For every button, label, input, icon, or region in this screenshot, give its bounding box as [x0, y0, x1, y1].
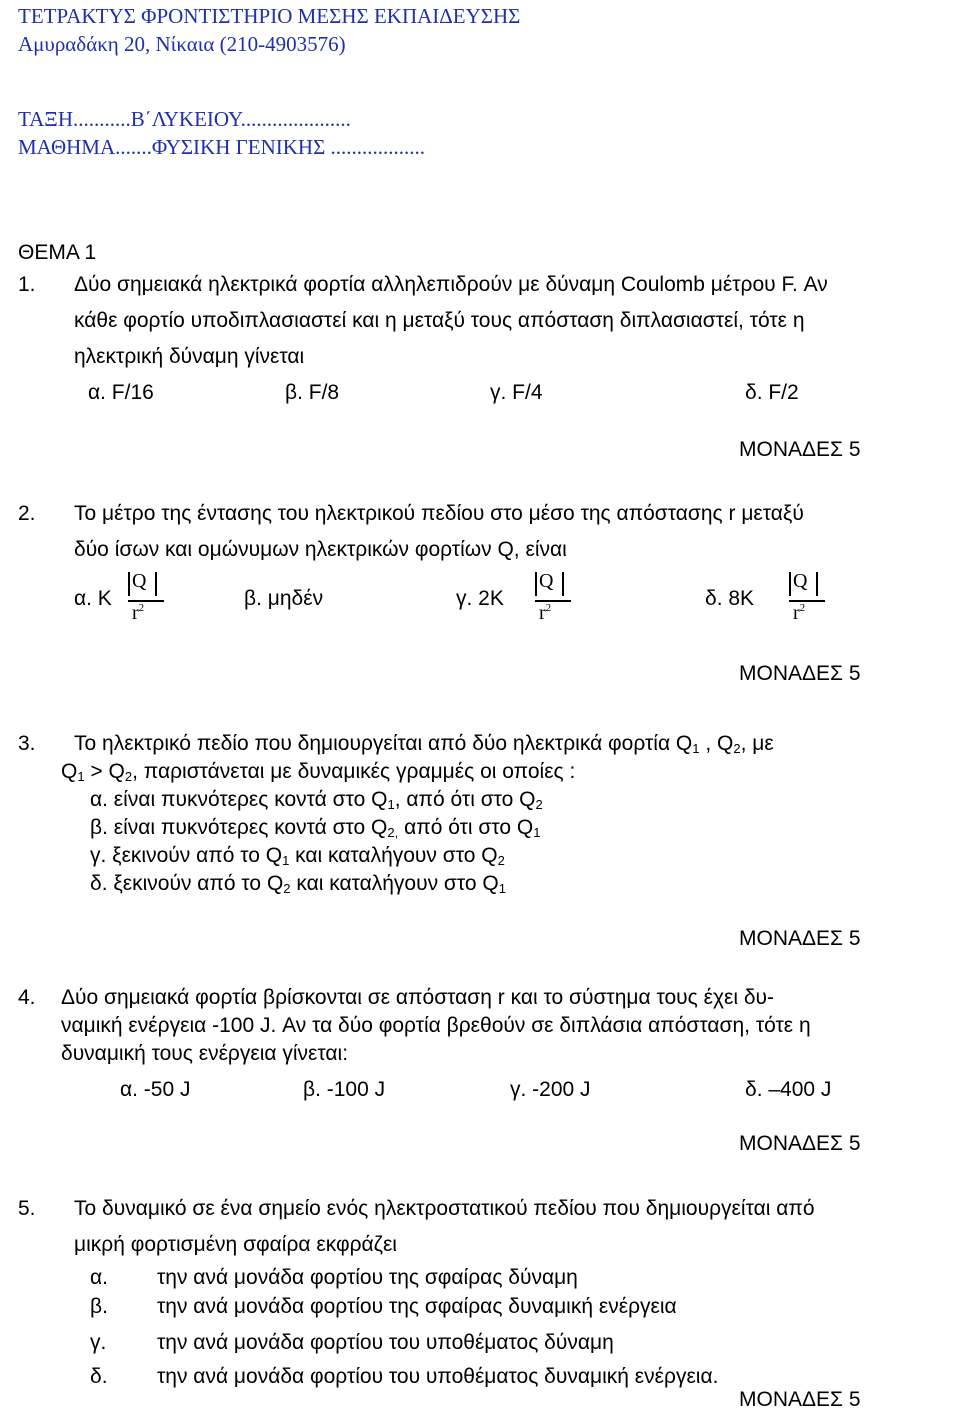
school-name: ΤΕΤΡΑΚΤΥΣ ΦΡΟΝΤΙΣΤΗΡΙΟ ΜΕΣΗΣ ΕΚΠΑΙΔΕΥΣΗΣ: [18, 4, 521, 28]
q2-fraction-c: [535, 570, 585, 640]
fraction-numerator: Q: [793, 570, 808, 592]
q5-option-c: την ανά μονάδα φορτίου του υποθέματος δύναμη: [157, 1331, 614, 1354]
q2-line2: δύο ίσων και ομώνυμων ηλεκτρικών φορτίων Q, είναι: [74, 538, 567, 561]
theme-title: ΘΕΜΑ 1: [18, 241, 97, 264]
q5-option-a-label: α.: [90, 1266, 108, 1289]
q1-line1: Δύο σημειακά ηλεκτρικά φορτία αλληλεπιδρούν με δύναμη Coulomb μέτρου F. Αν: [74, 273, 828, 296]
q3-line1: Το ηλεκτρικό πεδίο που δημιουργείται από δύο ηλεκτρικά φορτία $Q_1$ , $Q_2$, με: [74, 732, 774, 756]
q5-line1: Το δυναμικό σε ένα σημείο ενός ηλεκτροστατικού πεδίου που δημιουργείται από: [74, 1197, 815, 1220]
q5-units: ΜΟΝΑΔΕΣ 5: [739, 1388, 861, 1411]
q2-fraction-d: [789, 570, 839, 640]
q5-option-b-label: β.: [90, 1295, 108, 1318]
q5-option-c-label: γ.: [90, 1331, 107, 1354]
fraction-exponent: 2: [138, 602, 145, 614]
fraction-denominator: r: [793, 602, 800, 624]
fraction-denominator: r: [132, 602, 139, 624]
q1-option-d: δ. F/2: [745, 381, 799, 404]
class-line: ΤΑΞΗ...........Β΄ΛΥΚΕΙΟΥ.....................: [18, 107, 351, 131]
q5-line2: μικρή φορτισμένη σφαίρα εκφράζει: [74, 1233, 397, 1256]
q5-option-d-label: δ.: [90, 1365, 108, 1388]
q1-number: 1.: [18, 273, 36, 296]
q3-option-a: α. είναι πυκνότερες κοντά στο $Q_1$, από ότι στο $Q_2$: [90, 788, 543, 812]
q1-line2: κάθε φορτίο υποδιπλασιαστεί και η μεταξύ τους απόσταση διπλασιαστεί, τότε η: [74, 309, 805, 332]
q1-line3: ηλεκτρική δύναμη γίνεται: [74, 345, 305, 368]
q1-option-b: β. F/8: [285, 381, 340, 404]
q3-option-c: γ. ξεκινούν από το $Q_1$ και καταλήγουν στο $Q_2$: [90, 844, 505, 868]
q2-units: ΜΟΝΑΔΕΣ 5: [739, 662, 861, 685]
q3-option-d: δ. ξεκινούν από το $Q_2$ και καταλήγουν στο $Q_1$: [90, 872, 506, 896]
q3-option-b: β. είναι πυκνότερες κοντά στο $Q_{2,}$ από ότι στο $Q_1$: [90, 816, 541, 840]
q2-line1: Το μέτρο της έντασης του ηλεκτρικού πεδίου στο μέσο της απόστασης r μεταξύ: [74, 502, 804, 525]
q4-option-b: β. -100 J: [303, 1078, 386, 1101]
q2-option-c: γ. 2K: [456, 587, 504, 610]
fraction-numerator: Q: [132, 570, 147, 592]
q3-number: 3.: [18, 732, 36, 755]
q4-line2: ναμική ενέργεια -100 J. Αν τα δύο φορτία βρεθούν σε διπλάσια απόσταση, τότε η: [61, 1014, 811, 1037]
q1-option-c: γ. F/4: [490, 381, 543, 404]
q2-fraction-a: [128, 570, 178, 640]
fraction-exponent: 2: [545, 602, 552, 614]
q5-option-a: την ανά μονάδα φορτίου της σφαίρας δύναμη: [157, 1266, 578, 1289]
fraction-numerator: Q: [539, 570, 554, 592]
q1-units: ΜΟΝΑΔΕΣ 5: [739, 438, 861, 461]
q4-units: ΜΟΝΑΔΕΣ 5: [739, 1132, 861, 1155]
q3-units: ΜΟΝΑΔΕΣ 5: [739, 927, 861, 950]
q5-number: 5.: [18, 1197, 36, 1220]
q4-option-d: δ. –400 J: [745, 1078, 832, 1101]
q2-option-d: δ. 8K: [705, 587, 755, 610]
subject-line: ΜΑΘΗΜΑ.......ΦΥΣΙΚΗ ΓΕΝΙΚΗΣ ..................: [18, 135, 426, 159]
q5-option-d: την ανά μονάδα φορτίου του υποθέματος δυναμική ενέργεια.: [157, 1365, 719, 1388]
q5-option-b: την ανά μονάδα φορτίου της σφαίρας δυναμική ενέργεια: [157, 1295, 677, 1318]
q4-number: 4.: [18, 986, 36, 1009]
q4-line1: Δύο σημειακά φορτία βρίσκονται σε απόσταση r και το σύστημα τους έχει δυ-: [61, 986, 774, 1009]
q4-line3: δυναμική τους ενέργεια γίνεται:: [61, 1042, 349, 1065]
q2-option-a: α. K: [74, 587, 112, 610]
fraction-exponent: 2: [799, 602, 806, 614]
q2-option-b: β. μηδέν: [244, 587, 324, 610]
q3-line2: $Q_1 > Q_2$, παριστάνεται με δυναμικές γραμμές οι οποίες :: [61, 760, 576, 784]
q2-number: 2.: [18, 502, 36, 525]
q4-option-a: α. -50 J: [120, 1078, 191, 1101]
fraction-denominator: r: [539, 602, 546, 624]
school-address: Αμυραδάκη 20, Νίκαια (210-4903576): [18, 32, 346, 56]
q1-option-a: α. F/16: [88, 381, 154, 404]
q4-option-c: γ. -200 J: [510, 1078, 591, 1101]
